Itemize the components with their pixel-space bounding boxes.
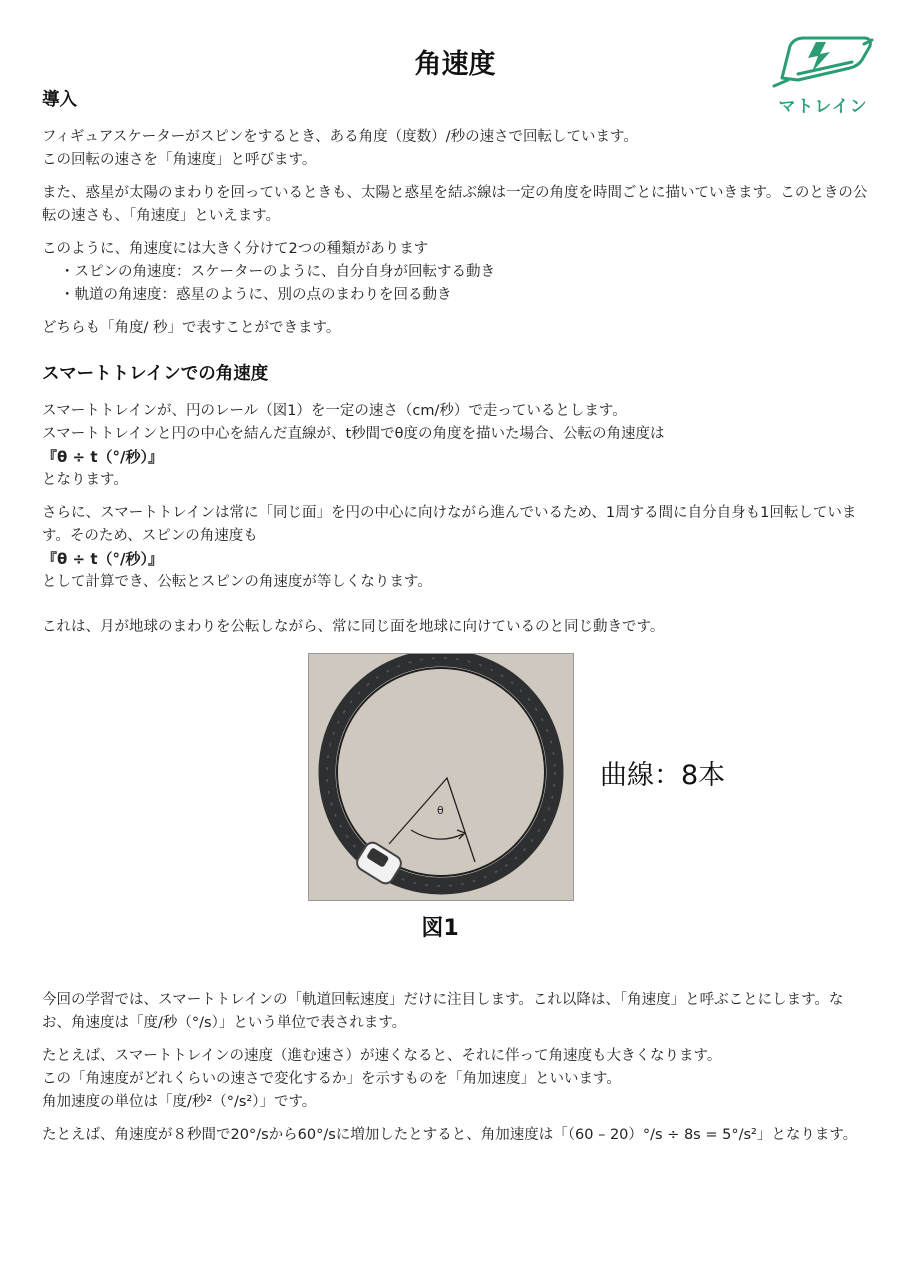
intro-line: この回転の速さを「角速度」と呼びます。	[42, 152, 317, 168]
orbit-formula: 『θ ÷ t（°/秒）』	[42, 448, 163, 466]
acceleration-line: たとえば、スマートトレインの速度（進む速さ）が速くなると、それに伴って角速度も大きくなります。	[42, 1048, 722, 1064]
intro-paragraph-3	[42, 238, 872, 307]
curve-count-label: 曲線：8本	[600, 760, 726, 791]
spin-bullet: ・スピンの角速度：スケーターのように、自分自身が回転する動き	[60, 264, 495, 280]
figure-caption: 図1	[421, 916, 459, 941]
intro-heading: 導入	[42, 90, 77, 110]
intro-paragraph-4: どちらも「角度/ 秒」で表すことができます。	[42, 320, 341, 336]
logo-text: マトレイン	[778, 97, 868, 117]
acceleration-line: 角加速度の単位は「度/秒²（°/s²）」です。	[42, 1094, 317, 1110]
train-logo-icon	[768, 30, 878, 92]
section-paragraph-1	[42, 400, 872, 492]
example-paragraph: たとえば、角速度が８秒間で20°/sから60°/sに増加したとすると、角加速度は「（60 – 20）°/s ÷ 8s = 5°/s²」となります。	[42, 1127, 858, 1143]
intro-paragraph-1	[42, 126, 872, 172]
intro-paragraph-2: また、惑星が太陽のまわりを回っているときも、太陽と惑星を結ぶ線は一定の角度を時間ごとに描いていきます。このときの公転の速さも、「角速度」といえます。	[42, 185, 868, 224]
intro-line: フィギュアスケーターがスピンをするとき、ある角度（度数）/秒の速さで回転しています。	[42, 129, 638, 145]
main-content	[42, 88, 872, 1157]
rail-photo	[308, 653, 574, 901]
section-line: となります。	[42, 472, 128, 488]
section-line: スマートトレインが、円のレール（図1）を一定の速さ（cm/秒）で走っているとします。	[42, 403, 627, 419]
spin-formula: 『θ ÷ t（°/秒）』	[42, 550, 163, 568]
section-heading: スマートトレインでの角速度	[42, 364, 269, 384]
acceleration-line: この「角速度がどれくらいの速さで変化するか」を示すものを「角加速度」といいます。	[42, 1071, 621, 1087]
acceleration-paragraph	[42, 1045, 872, 1114]
page-title: 角速度	[414, 49, 496, 80]
section-line: として計算でき、公転とスピンの角速度が等しくなります。	[42, 574, 432, 590]
theta-label: θ	[437, 804, 444, 817]
section-line: スマートトレインと円の中心を結んだ直線が、t秒間でθ度の角度を描いた場合、公転の角速度は	[42, 426, 665, 442]
section-paragraph-3: これは、月が地球のまわりを公転しながら、常に同じ面を地球に向けているのと同じ動きです。	[42, 619, 665, 635]
orbit-bullet: ・軌道の角速度：惑星のように、別の点のまわりを回る動き	[60, 287, 452, 303]
intro-line: このように、角速度には大きく分けて2つの種類があります	[42, 241, 429, 257]
figure-1	[42, 653, 872, 983]
section-line: さらに、スマートトレインは常に「同じ面」を円の中心に向けながら進んでいるため、1周する間に自分自身も1回転しています。そのため、スピンの角速度も	[42, 505, 857, 544]
units-paragraph: 今回の学習では、スマートトレインの「軌道回転速度」だけに注目します。これ以降は、「角速度」と呼ぶことにします。なお、角速度は「度/秒（°/s）」という単位で表されます。	[42, 992, 844, 1031]
section-paragraph-2	[42, 502, 872, 594]
